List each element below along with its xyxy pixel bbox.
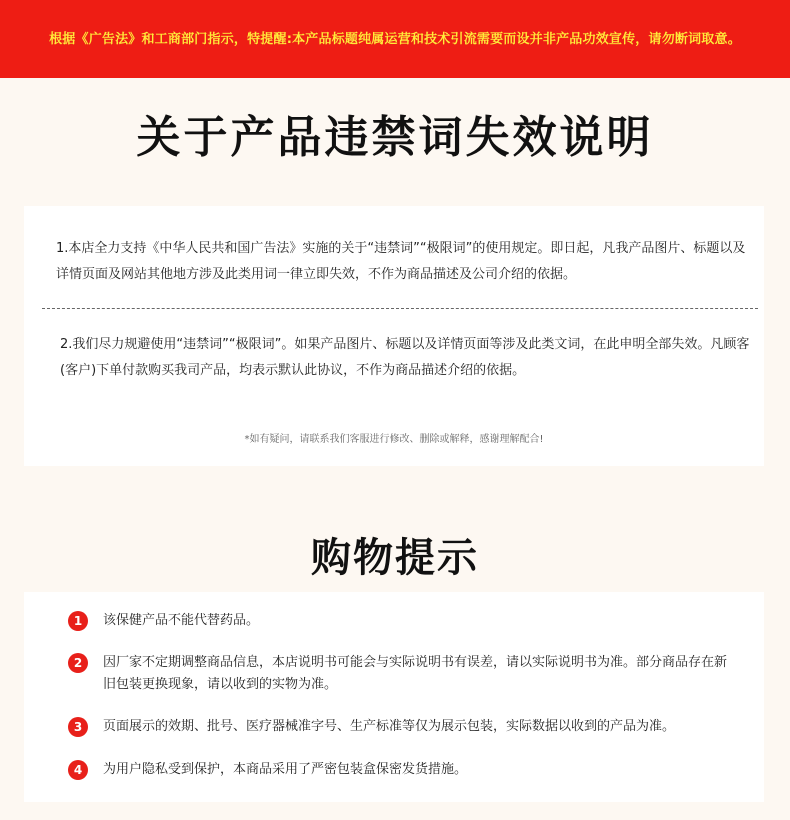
number-badge-icon: 4 — [68, 760, 88, 780]
dashed-divider — [42, 308, 758, 309]
tip-item — [68, 759, 733, 781]
statement-paragraph-1: 1.本店全力支持《中华人民共和国广告法》实施的关于“违禁词”“极限词”的使用规定。即日起，凡我产品图片、标题以及详情页面及网站其他地方涉及此类用词一律立即失效，不作为商品描述及公司介绍的依据。 — [56, 241, 746, 282]
prohibited-words-card — [24, 206, 764, 466]
tip-item — [68, 610, 733, 632]
tip-text: 页面展示的效期、批号、医疗器械准字号、生产标准等仅为展示包装，实际数据以收到的产品为准。 — [103, 719, 676, 734]
number-badge-icon: 2 — [68, 653, 88, 673]
tip-text: 该保健产品不能代替药品。 — [103, 613, 260, 628]
contact-note: *如有疑问，请联系我们客服进行修改、删除或解释，感谢理解配合! — [244, 434, 544, 445]
tip-text: 因厂家不定期调整商品信息，本店说明书可能会与实际说明书有误差，请以实际说明书为准。部分商品存在新旧包装更换现象，请以收到的实物为准。 — [103, 655, 728, 692]
tip-item — [68, 652, 733, 696]
warning-banner — [0, 0, 790, 78]
banner-text: 根据《广告法》和工商部门指示，特提醒:本产品标题纯属运营和技术引流需要而设并非产品功效宣传，请勿断词取意。 — [49, 31, 741, 47]
section-title-shopping-tips: 购物提示 — [311, 535, 479, 581]
number-badge-icon: 1 — [68, 611, 88, 631]
number-badge-icon: 3 — [68, 717, 88, 737]
statement-paragraph-2: 2.我们尽力规避使用“违禁词”“极限词”。如果产品图片、标题以及详情页面等涉及此类文词，在此申明全部失效。凡顾客(客户)下单付款购买我司产品，均表示默认此协议，不作为商品描述介绍的依据。 — [60, 337, 750, 378]
shopping-tips-card — [24, 592, 764, 802]
tip-text: 为用户隐私受到保护，本商品采用了严密包装盒保密发货措施。 — [103, 762, 468, 777]
tip-item — [68, 716, 733, 738]
section-title-prohibited-words: 关于产品违禁词失效说明 — [136, 112, 654, 163]
